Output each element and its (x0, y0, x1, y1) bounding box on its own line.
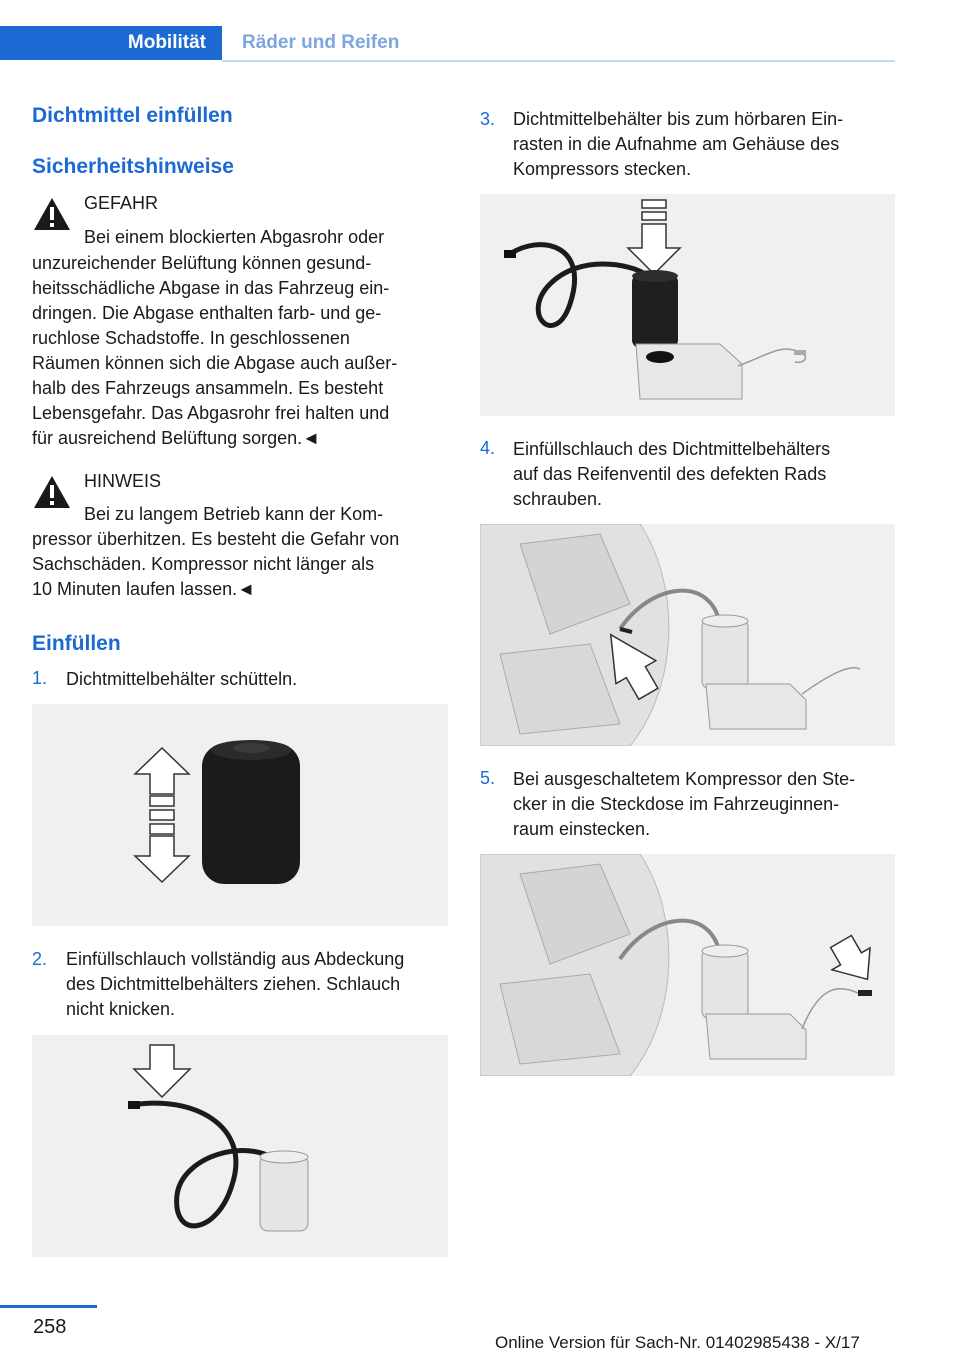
notice-line: pressor überhitzen. Es besteht die Gefahr von (32, 529, 400, 549)
danger-line: dringen. Die Abgase enthalten farb- und ge- (32, 303, 382, 323)
danger-line: Räumen können sich die Abgase auch außer- (32, 353, 398, 373)
notice-line: 10 Minuten laufen lassen.◄ (32, 579, 255, 599)
hose-illustration (32, 1035, 448, 1257)
step-number: 4. (480, 438, 496, 458)
valve-illustration (480, 524, 895, 746)
danger-line: halb des Fahrzeugs ansammeln. Es besteht (32, 378, 384, 398)
footer-rule (0, 1305, 97, 1308)
warning-triangle-icon (32, 196, 72, 232)
figure-hose-on-valve (480, 524, 895, 746)
step-text-line: des Dichtmittelbehälters ziehen. Schlauch (66, 974, 401, 994)
page-title: Dichtmittel einfüllen (32, 104, 233, 127)
tab-section[interactable]: Mobilität (0, 26, 222, 60)
warning-triangle-icon (32, 474, 72, 510)
danger-line: unzureichender Belüftung können gesund- (32, 253, 372, 273)
step-text-line: nicht knicken. (66, 999, 176, 1019)
step-text-line: raum einstecken. (513, 819, 651, 839)
step-text-line: Dichtmittelbehälter bis zum hörbaren Ein- (513, 109, 844, 129)
danger-line: heitsschädliche Abgase in das Fahrzeug ein- (32, 278, 390, 298)
step-number: 3. (480, 109, 496, 129)
safety-heading: Sicherheitshinweise (32, 155, 234, 178)
step-text-line: rasten in die Aufnahme am Gehäuse des (513, 134, 840, 154)
danger-line: Lebensgefahr. Das Abgasrohr frei halten und (32, 403, 390, 423)
plug-illustration (480, 854, 895, 1076)
shake-illustration (32, 704, 448, 926)
step-text-line: Einfüllschlauch vollständig aus Abdeckung (66, 949, 405, 969)
notice-line: Bei zu langem Betrieb kann der Kom- (84, 504, 384, 524)
insert-illustration (480, 194, 895, 416)
figure-pull-hose (32, 1035, 448, 1257)
notice-line: Sachschäden. Kompressor nicht länger als (32, 554, 375, 574)
tab-subsection[interactable]: Räder und Reifen (242, 32, 400, 53)
step-text-line: schrauben. (513, 489, 603, 509)
step-text-line: Kompressors stecken. (513, 159, 692, 179)
danger-line: ruchlose Schadstoffe. In geschlossenen (32, 328, 350, 348)
step-text-line: Bei ausgeschaltetem Kompressor den Ste- (513, 769, 856, 789)
figure-insert-container (480, 194, 895, 416)
figure-shake-container (32, 704, 448, 926)
notice-label: HINWEIS (84, 471, 162, 491)
step-text-line: auf das Reifenventil des defekten Rads (513, 464, 827, 484)
danger-label: GEFAHR (84, 193, 159, 213)
danger-line: für ausreichend Belüftung sorgen.◄ (32, 428, 320, 448)
page-number: 258 (33, 1316, 67, 1338)
step-number: 1. (32, 668, 48, 688)
step-number: 2. (32, 949, 48, 969)
step-text: Dichtmittelbehälter schütteln. (66, 669, 298, 689)
figure-plug-in (480, 854, 895, 1076)
step-number: 5. (480, 768, 496, 788)
online-version: Online Version für Sach-Nr. 01402985438 - X/17 (495, 1333, 860, 1352)
danger-line: Bei einem blockierten Abgasrohr oder (84, 227, 385, 247)
fill-heading: Einfüllen (32, 632, 121, 655)
header-bar (0, 26, 895, 62)
step-text-line: Einfüllschlauch des Dichtmittelbehälters (513, 439, 831, 459)
tab-underline (222, 60, 895, 62)
step-text-line: cker in die Steckdose im Fahrzeuginnen- (513, 794, 840, 814)
